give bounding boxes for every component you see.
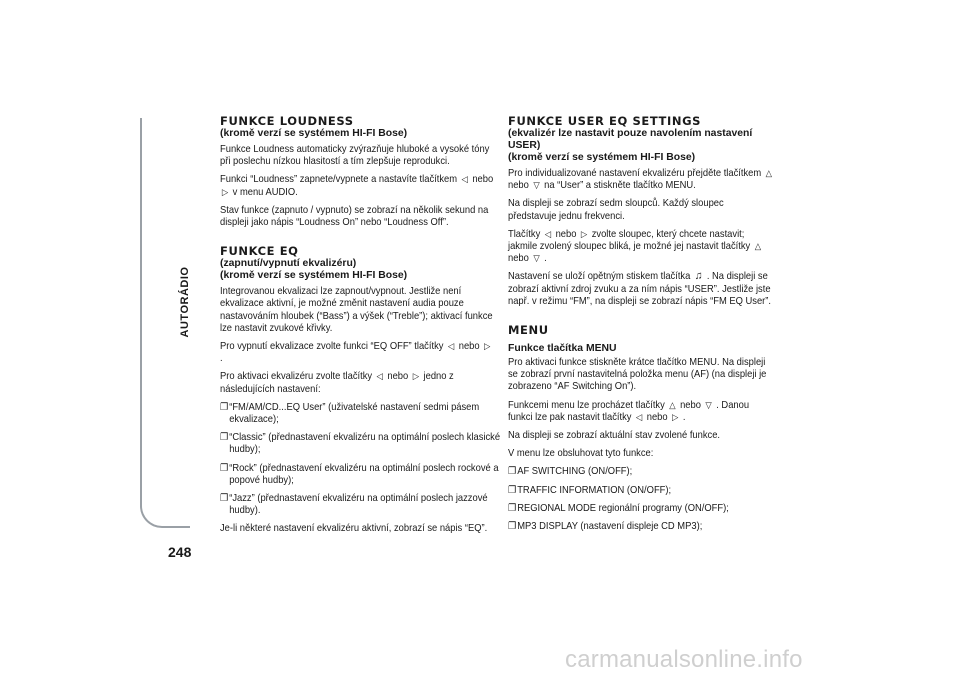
- right-arrow-icon: ▷: [412, 371, 420, 382]
- checkbox-bullet-icon: ❐: [508, 466, 517, 478]
- heading-user-eq: FUNKCE USER EQ SETTINGS: [508, 114, 701, 128]
- up-arrow-icon: △: [754, 241, 762, 252]
- list-item: ❐ TRAFFIC INFORMATION (ON/OFF);: [508, 484, 672, 496]
- paragraph: Funkce Loudness automaticky zvýrazňuje hluboké a vysoké tóny při poslechu nízkou hlasitostí a tím zlepšuje reprodukci.: [220, 144, 490, 168]
- right-arrow-icon: ▷: [580, 228, 588, 239]
- list-item: ❐ “Rock” (přednastavení ekvalizéru na optimální poslech rockové a popové hudby);: [220, 462, 499, 486]
- paragraph: Je-li některé nastavení ekvalizéru aktivní, zobrazí se nápis “EQ”.: [220, 523, 488, 535]
- list-item: ❐ REGIONAL MODE regionální programy (ON/OFF);: [508, 502, 729, 514]
- page-number: 248: [168, 544, 192, 560]
- list-item: ❐ MP3 DISPLAY (nastavení displeje CD MP3);: [508, 521, 703, 533]
- left-column: [220, 114, 501, 542]
- right-arrow-icon: ▷: [672, 411, 679, 422]
- paragraph: Pro vypnutí ekvalizace zvolte funkci “EQ OFF” tlačítky ◁ nebo ▷ .: [220, 341, 491, 365]
- checkbox-bullet-icon: ❐: [220, 462, 229, 474]
- paragraph: Pro aktivaci funkce stiskněte krátce tlačítko MENU. Na displeji se zobrazí první nastavitelná položka menu (AF) (na displeji je zobrazeno “AF Switching On”).: [508, 357, 767, 393]
- music-note-icon: ♫: [694, 270, 703, 283]
- down-arrow-icon: ▽: [533, 253, 540, 264]
- subheading-eq-1: (zapnutí/vypnutí ekvalizéru): [220, 258, 357, 270]
- section-label: AUTORÁDIO: [179, 266, 191, 338]
- paragraph: V menu lze obsluhovat tyto funkce:: [508, 448, 654, 460]
- heading-menu: MENU: [508, 323, 549, 338]
- subheading-eq-2: (kromě verzí se systémem HI-FI Bose): [220, 270, 408, 282]
- paragraph: Funkcemi menu lze procházet tlačítky △ nebo ▽ . Danou funkci lze pak nastavit tlačítky ◁ nebo ▷ .: [508, 399, 750, 423]
- right-arrow-icon: ▷: [221, 186, 229, 197]
- left-arrow-icon: ◁: [461, 174, 468, 185]
- checkbox-bullet-icon: ❐: [220, 493, 229, 505]
- up-arrow-icon: △: [669, 399, 676, 410]
- heading-eq: FUNKCE EQ: [220, 244, 299, 259]
- checkbox-bullet-icon: ❐: [508, 484, 517, 496]
- paragraph: Tlačítky ◁ nebo ▷ zvolte sloupec, který chcete nastavit; jakmile zvolený sloupec bliká, je možné jej nastavit tlačítky △ nebo ▽ .: [508, 228, 762, 265]
- right-arrow-icon: ▷: [484, 341, 491, 352]
- checkbox-bullet-icon: ❐: [508, 502, 517, 514]
- subheading-user-eq-2: (kromě verzí se systémem HI-FI Bose): [508, 152, 696, 163]
- list-item: ❐ “Classic” (přednastavení ekvalizéru na optimální poslech klasické hudby);: [220, 432, 501, 456]
- checkbox-bullet-icon: ❐: [508, 521, 517, 533]
- paragraph: Pro individualizované nastavení ekvalizéru přejděte tlačítkem △ nebo ▽ na “User” a stiskněte tlačítko MENU.: [508, 168, 773, 192]
- paragraph: Funkci “Loudness” zapnete/vypnete a nastavíte tlačítkem ◁ nebo ▷ v menu AUDIO.: [220, 174, 494, 198]
- paragraph: Pro aktivaci ekvalizéru zvolte tlačítky ◁ nebo ▷ jedno z následujících nastavení:: [220, 371, 454, 395]
- down-arrow-icon: ▽: [533, 180, 540, 191]
- left-arrow-icon: ◁: [544, 228, 552, 239]
- subheading-user-eq-1: (ekvalizér lze nastavit pouze navolením nastavení USER): [508, 128, 753, 151]
- paragraph: Integrovanou ekvalizaci lze zapnout/vypnout. Jestliže není ekvalizace aktivní, je možné změnit nastavení audia pouze nastavováním hloubek (“Bass”) a výšek (“Treble”); aktivací funkce lze nastavit zvukové křivky.: [220, 286, 493, 334]
- checkbox-bullet-icon: ❐: [220, 401, 229, 413]
- paragraph: Nastavení se uloží opětným stiskem tlačítka ♫ . Na displeji se zobrazí aktivní zdroj zvuku a za ním nápis “USER”. Jestliže jste např. v režimu “FM”, na displeji se zobrazí nápis “FM EQ User”.: [508, 270, 772, 307]
- list-item: ❐ “FM/AM/CD...EQ User” (uživatelské nastavení sedmi pásem ekvalizace);: [220, 401, 480, 426]
- subheading-menu: Funkce tlačítka MENU: [508, 343, 617, 355]
- left-arrow-icon: ◁: [447, 341, 455, 352]
- left-arrow-icon: ◁: [635, 411, 643, 422]
- checkbox-bullet-icon: ❐: [220, 432, 229, 444]
- list-item: ❐ “Jazz” (přednastavení ekvalizéru na optimální poslech jazzové hudby).: [220, 493, 488, 517]
- down-arrow-icon: ▽: [705, 399, 712, 410]
- right-column: [508, 115, 776, 539]
- up-arrow-icon: △: [765, 168, 773, 178]
- left-arrow-icon: ◁: [376, 371, 383, 382]
- paragraph: Na displeji se zobrazí aktuální stav zvolené funkce.: [508, 430, 721, 442]
- heading-loudness: FUNKCE LOUDNESS: [220, 114, 354, 128]
- paragraph: Na displeji se zobrazí sedm sloupců. Každý sloupec představuje jednu frekvenci.: [508, 198, 724, 222]
- paragraph: Stav funkce (zapnuto / vypnuto) se zobrazí na několik sekund na displeji jako nápis “Loudness On” nebo “Loudness Off”.: [220, 204, 489, 229]
- watermark-text: carmanualsonline.info: [565, 646, 803, 673]
- subheading-loudness: (kromě verzí se systémem HI-FI Bose): [220, 128, 408, 139]
- list-item: ❐ AF SWITCHING (ON/OFF);: [508, 466, 633, 478]
